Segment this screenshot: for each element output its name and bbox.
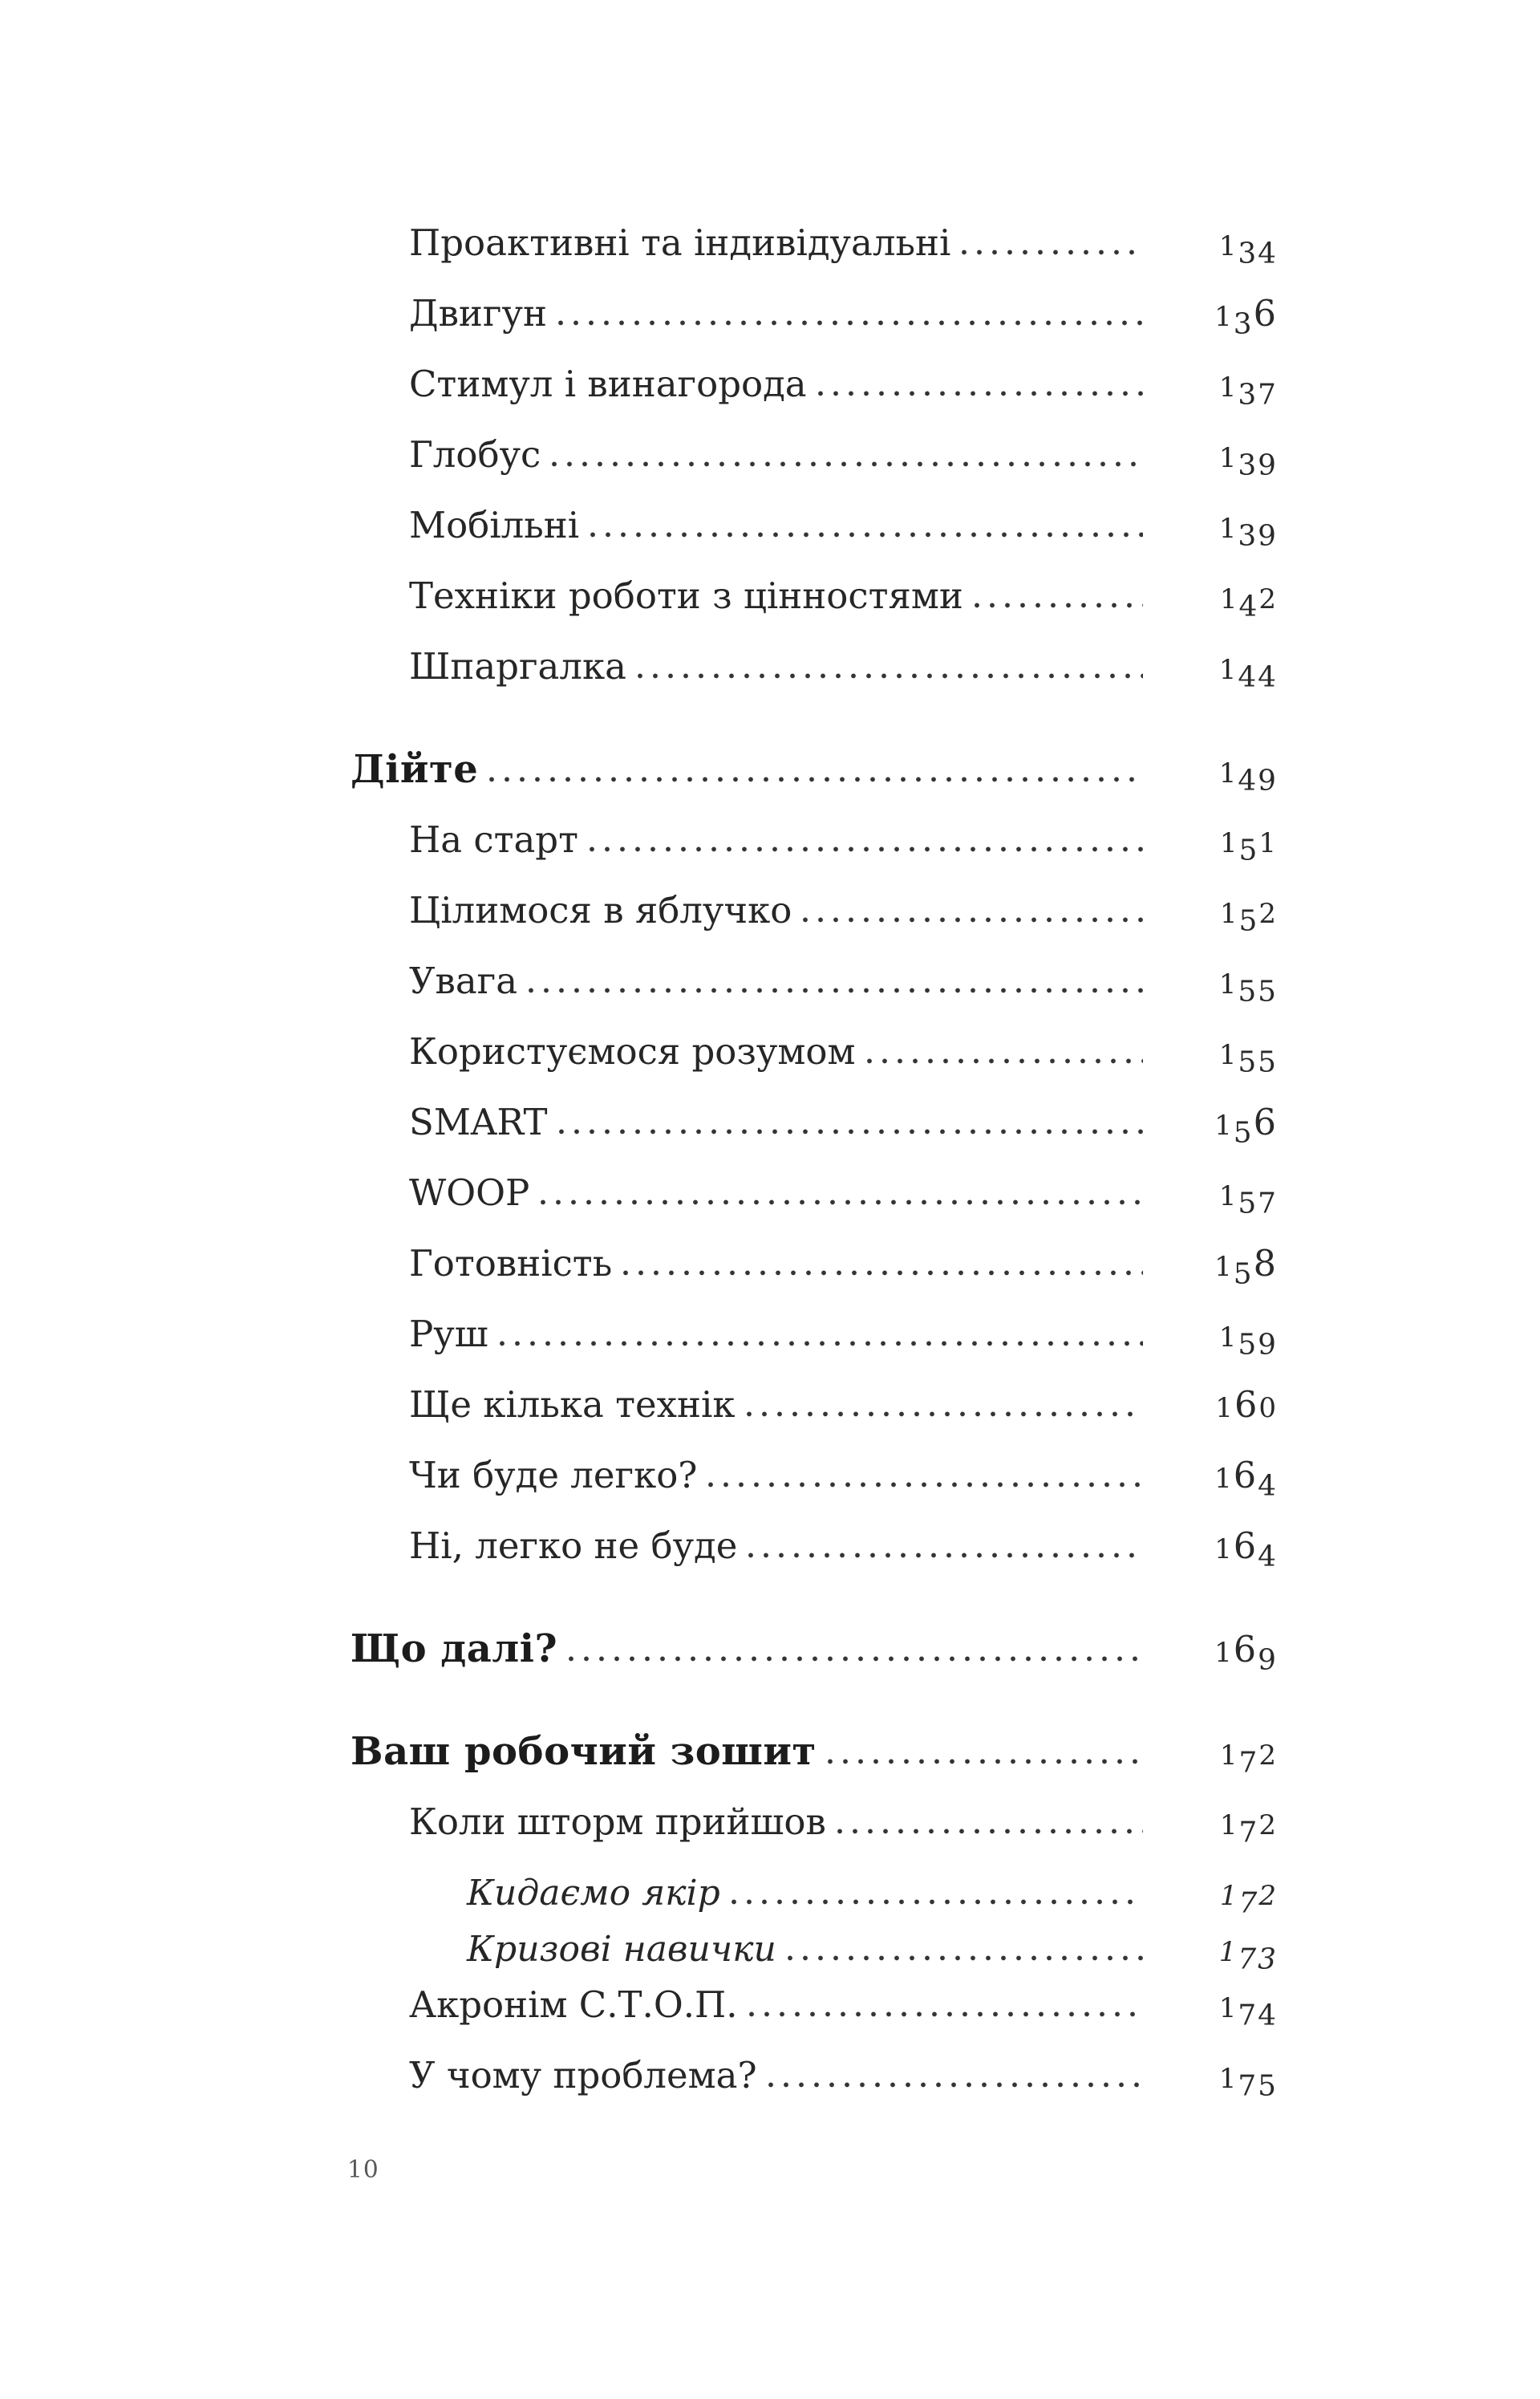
dot-leader: [962, 250, 1143, 255]
dot-leader: [768, 2082, 1143, 2088]
dot-leader: [541, 1200, 1143, 1205]
toc-entry-page-number: 136: [1214, 293, 1278, 341]
toc-entry-row: [351, 221, 1278, 292]
toc-entry-row: [351, 504, 1278, 574]
toc-entry-page-number: 139: [1218, 442, 1278, 482]
toc-entry-label: Проактивні та індивідуальні: [409, 221, 951, 264]
toc-entry-row: [351, 363, 1278, 433]
toc-entry-row: [351, 1454, 1278, 1524]
toc-entry-page-number: 160: [1215, 1384, 1278, 1426]
toc-entry-row: [351, 1383, 1278, 1454]
toc-entry-label: Глобус: [409, 433, 541, 476]
dot-leader: [590, 846, 1143, 852]
dot-leader: [708, 1482, 1143, 1488]
toc-entry-page-number: 156: [1214, 1102, 1278, 1150]
toc-entry-label: Ще кілька технік: [409, 1383, 736, 1426]
toc-entry-label: WOOP: [409, 1171, 530, 1214]
dot-leader: [529, 988, 1143, 993]
toc-entry-page-number: 139: [1218, 513, 1278, 553]
toc-entry-label: Ні, легко не буде: [409, 1524, 738, 1567]
toc-entry-label: Шпаргалка: [409, 645, 626, 688]
dot-leader: [732, 1899, 1143, 1905]
toc-entry-page-number: 155: [1218, 1039, 1278, 1079]
table-of-contents: [351, 221, 1278, 2125]
toc-chapter-row: [351, 748, 1278, 818]
toc-entry-page-number: 137: [1218, 371, 1278, 412]
toc-entry-row: [351, 889, 1278, 960]
toc-entry-page-number: 134: [1218, 230, 1278, 270]
dot-leader: [828, 1759, 1143, 1764]
toc-entry-row: [351, 1101, 1278, 1171]
toc-chapter-label: Ваш робочий зошит: [351, 1729, 817, 1774]
toc-entry-label: Чи буде легко?: [409, 1454, 698, 1496]
dot-leader: [818, 391, 1143, 396]
toc-chapter-row: [351, 1730, 1278, 1800]
toc-chapter-label: Що далі?: [351, 1626, 558, 1671]
toc-entry-page-number: 164: [1214, 1525, 1278, 1573]
toc-entry-label: На старт: [409, 818, 579, 861]
toc-entry-label: Цілимося в яблучко: [409, 889, 792, 932]
toc-entry-page-number: 159: [1218, 1321, 1278, 1362]
toc-entry-page-number: 157: [1218, 1180, 1278, 1220]
toc-entry-row: [351, 433, 1278, 504]
toc-entry-label: Техніки роботи з цінностями: [409, 574, 963, 617]
toc-entry-row: [351, 1983, 1278, 2054]
toc-entry-page-number: 164: [1214, 1455, 1278, 1503]
toc-entry-label: Увага: [409, 960, 518, 1002]
toc-entry-label: Мобільні: [409, 504, 580, 546]
toc-entry-page-number: 158: [1214, 1243, 1278, 1291]
page-folio-number: 10: [347, 2156, 379, 2183]
toc-entry-page-number: 173: [1218, 1936, 1278, 1976]
dot-leader: [590, 532, 1143, 538]
dot-leader: [803, 917, 1143, 923]
toc-entry-row: [351, 1242, 1278, 1313]
dot-leader: [552, 461, 1143, 467]
toc-entry-page-number: 152: [1219, 898, 1278, 938]
toc-entry-label: Користуємося розумом: [409, 1030, 856, 1073]
toc-entry-row: [351, 1313, 1278, 1383]
dot-leader: [569, 1656, 1143, 1662]
toc-entry-page-number: 155: [1218, 968, 1278, 1009]
toc-entry-label: У чому проблема?: [409, 2054, 757, 2097]
toc-entry-page-number: 174: [1218, 1992, 1278, 2032]
dot-leader: [747, 1411, 1143, 1417]
dot-leader: [837, 1829, 1143, 1834]
toc-entry-page-number: 172: [1219, 1809, 1278, 1849]
toc-entry-label: Коли шторм прийшов: [409, 1800, 826, 1843]
dot-leader: [623, 1270, 1143, 1276]
dot-leader: [788, 1955, 1143, 1961]
toc-entry-label: Стимул і винагорода: [409, 363, 807, 405]
toc-entry-row: [351, 960, 1278, 1030]
toc-subentry-row: [351, 1871, 1278, 1927]
toc-entry-row: [351, 2054, 1278, 2125]
toc-entry-row: [351, 1800, 1278, 1871]
toc-entry-row: [351, 645, 1278, 716]
dot-leader: [638, 673, 1143, 679]
dot-leader: [867, 1058, 1143, 1064]
toc-entry-label: Руш: [409, 1313, 488, 1355]
dot-leader: [500, 1341, 1143, 1346]
toc-entry-row: [351, 1524, 1278, 1595]
toc-entry-label: SMART: [409, 1101, 548, 1143]
toc-entry-row: [351, 1030, 1278, 1101]
toc-entry-row: [351, 1171, 1278, 1242]
toc-entry-page-number: 169: [1214, 1629, 1278, 1677]
toc-entry-row: [351, 292, 1278, 363]
toc-chapter-label: Дійте: [351, 747, 479, 792]
toc-chapter-row: [351, 1627, 1278, 1698]
dot-leader: [559, 1129, 1143, 1135]
dot-leader: [975, 603, 1143, 608]
dot-leader: [749, 2011, 1143, 2017]
dot-leader: [489, 777, 1143, 782]
toc-entry-page-number: 175: [1218, 2063, 1278, 2103]
toc-entry-page-number: 172: [1219, 1880, 1278, 1920]
toc-entry-page-number: 144: [1218, 654, 1278, 694]
toc-entry-row: [351, 574, 1278, 645]
toc-entry-page-number: 142: [1219, 583, 1278, 623]
toc-entry-label: Акронім С.Т.О.П.: [409, 1983, 738, 2026]
toc-subentry-label: Кризові навички: [467, 1929, 776, 1970]
toc-entry-page-number: 151: [1219, 827, 1278, 867]
dot-leader: [748, 1553, 1143, 1558]
toc-entry-label: Двигун: [409, 292, 547, 335]
toc-entry-row: [351, 818, 1278, 889]
toc-entry-label: Готовність: [409, 1242, 613, 1285]
toc-subentry-row: [351, 1927, 1278, 1983]
toc-entry-page-number: 172: [1219, 1739, 1278, 1780]
toc-entry-page-number: 149: [1218, 757, 1278, 798]
toc-subentry-label: Кидаємо якір: [467, 1873, 720, 1914]
dot-leader: [558, 320, 1143, 326]
